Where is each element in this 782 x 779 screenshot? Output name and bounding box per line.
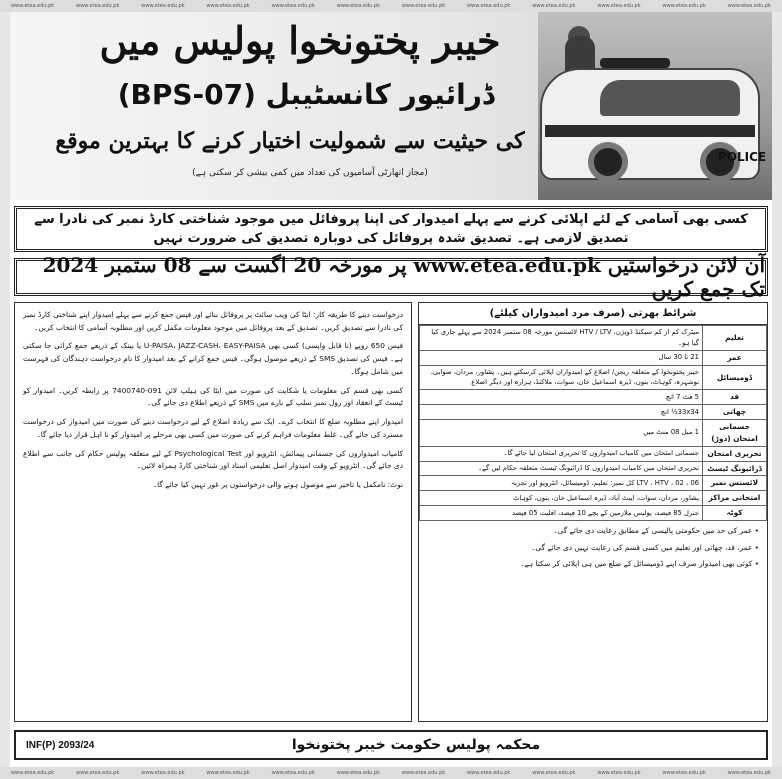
watermark-text: www.etea.edu.pk (10, 770, 55, 776)
condition-value: تحریری امتحان میں کامیاب امیدواروں کا ڈرائیونگ ٹیسٹ متعلقہ حکام لیں گے۔ (420, 461, 703, 476)
note-item: • عمر کی حد میں حکومتی پالیسی کے مطابق رعایت دی جائے گی۔ (553, 525, 759, 535)
department-name: محکمہ پولیس حکومت خیبر پختونخوا (291, 737, 541, 753)
watermark-strip-right (772, 12, 782, 767)
instruction-paragraph: درخواست دینے کا طریقہ کار: ایٹا کی ویب سائٹ پر پروفائل بنائے اور فیس جمع کرنے سے پہلے امیدوار اپنے شناختی کارڈ نمبر کی نادرا سے تصدیق کریں۔ تصدیق کے بعد پروفائل میں موجود معلومات مکمل کریں اور مطلوبہ آسامی کا انتخاب کریں۔ (23, 310, 403, 332)
watermark-text: www.etea.edu.pk (467, 770, 511, 776)
watermark-text: www.etea.edu.pk (727, 3, 771, 9)
instruction-paragraph: فیس 650 روپے (نا قابل واپسی) کسی بھی U-PAISA، JAZZ-CASH، EASY-PAISA یا بینک کے ذریعے جمع کرائی جا سکتی ہے۔ فیس کی تصدیق SMS کے ذریعے موصول ہوگی۔ فیس جمع کرانے کے بعد امیدوار کا نام درخواست دہندگان کی فہرست میں شامل ہوگا۔ (23, 341, 403, 376)
condition-value: 5 فٹ 7 انچ (420, 390, 703, 405)
condition-key: چھاتی (703, 405, 767, 420)
condition-key: عمر (703, 350, 767, 365)
condition-key: ڈرائیونگ ٹیسٹ (703, 461, 767, 476)
watermark-text: www.etea.edu.pk (532, 770, 576, 776)
condition-key: ڈومیسائل (703, 365, 767, 390)
watermark-text: www.etea.edu.pk (662, 770, 706, 776)
table-row (420, 476, 767, 491)
condition-value: 21 تا 30 سال (420, 350, 703, 365)
verification-notice-box (14, 206, 768, 252)
footer-box (14, 730, 768, 760)
car-window (600, 80, 740, 116)
watermark-text: www.etea.edu.pk (141, 3, 185, 9)
car-wheel-front (588, 142, 628, 182)
table-row (420, 461, 767, 476)
condition-value: خیبر پختونخوا کے متعلقہ ریجن/ اضلاع کے امیدواران اپلائی کرسکتے ہیں۔ پشاور، مردان، صوابی، نوشہرہ، کوہاٹ، بنوں، ڈیرہ اسماعیل خان، سوات، ملاکنڈ، ہزارہ اور دیگر اضلاع (420, 365, 703, 390)
watermark-text: www.etea.edu.pk (727, 770, 771, 776)
watermark-strip-bottom (0, 767, 782, 779)
car-stripe (545, 125, 755, 137)
car-police-label: POLICE (718, 150, 767, 164)
watermark-text: www.etea.edu.pk (76, 3, 120, 9)
condition-key: امتحانی مراکز (703, 491, 767, 506)
conditions-title: شرائط بھرتی (صرف مرد امیدواران کیلئے) (419, 303, 767, 325)
watermark-text: www.etea.edu.pk (76, 770, 120, 776)
instruction-paragraph: نوٹ: نامکمل یا تاخیر سے موصول ہونے والی درخواستوں پر غور نہیں کیا جائے گا۔ (152, 480, 403, 490)
watermark-strip-left (0, 12, 10, 767)
table-row (420, 446, 767, 461)
headline-post: ڈرائیور کانسٹیبل (BPS-07) (117, 78, 495, 111)
apply-online-text: آن لائن درخواستیں www.etea.edu.pk پر مورخہ 20 اگست سے 08 ستمبر 2024 تک جمع کریں (42, 253, 765, 301)
table-row (420, 326, 767, 351)
conditions-notes (419, 521, 767, 579)
headline-title: خیبر پختونخوا پولیس میں (99, 18, 501, 63)
table-row (420, 491, 767, 506)
watermark-text: www.etea.edu.pk (467, 3, 511, 9)
condition-key: تحریری امتحان (703, 446, 767, 461)
note-item: • کوئی بھی امیدوار صرف اپنے ڈومیسائل کے ضلع میں ہی اپلائی کر سکتا ہے۔ (520, 559, 759, 569)
note-item: • عمر، قد، چھاتی اور تعلیم میں کسی قسم کی رعایت نہیں دی جائے گی۔ (531, 542, 759, 552)
condition-key: کوٹہ (703, 506, 767, 521)
condition-key: قد (703, 390, 767, 405)
table-row (420, 405, 767, 420)
car-siren-light (600, 58, 670, 68)
condition-value: 33x34½ انچ (420, 405, 703, 420)
condition-value: پشاور، مردان، سوات، ایبٹ آباد، ڈیرہ اسماعیل خان، بنوں، کوہاٹ (420, 491, 703, 506)
verification-notice: کسی بھی آسامی کے لئے اپلائی کرنے سے پہلے امیدوار کی اپنا پروفائل میں موجود شناختی کارڈ نمبر کی نادرا سے تصدیق لازمی ہے۔ تصدیق شدہ پروفائل کی دوبارہ تصدیق کی ضرورت نہیں (34, 211, 748, 246)
table-row (420, 365, 767, 390)
watermark-text: www.etea.edu.pk (662, 3, 706, 9)
watermark-text: www.etea.edu.pk (10, 3, 55, 9)
condition-value: جسمانی امتحان میں کامیاب امیدواروں کا تحریری امتحان لیا جائے گا۔ (420, 446, 703, 461)
apply-online-box (14, 253, 768, 301)
condition-value: جنرل 85 فیصد، پولیس ملازمین کے بچے 10 فیصد، اقلیت 05 فیصد (420, 506, 703, 521)
watermark-text: www.etea.edu.pk (597, 3, 641, 9)
table-row (420, 390, 767, 405)
conditions-table (419, 325, 767, 521)
instructions-column (14, 302, 412, 722)
condition-key: تعلیم (703, 326, 767, 351)
table-row (420, 350, 767, 365)
condition-key: لائسنس نمبر (703, 476, 767, 491)
condition-key: جسمانی امتحان (دوڑ) (703, 420, 767, 447)
headline-opportunity: کی حیثیت سے شمولیت اختیار کرنے کا بہترین موقع (55, 128, 525, 154)
watermark-text: www.etea.edu.pk (597, 770, 641, 776)
condition-value: 1 میل 08 منٹ میں (420, 420, 703, 447)
watermark-text: www.etea.edu.pk (206, 770, 250, 776)
watermark-text: www.etea.edu.pk (401, 3, 446, 9)
watermark-text: www.etea.edu.pk (141, 770, 185, 776)
watermark-text: www.etea.edu.pk (401, 770, 446, 776)
watermark-text: www.etea.edu.pk (271, 3, 315, 9)
instruction-paragraph: کامیاب امیدواروں کی جسمانی پیمائش، انٹرویو اور Psychological Test کے لیے متعلقہ پولیس حکام کی جانب سے اطلاع دی جائے گی۔ انٹرویو کے وقت امیدوار اصل تعلیمی اسناد اور شناختی کارڈ ہمراہ لائیں۔ (23, 448, 403, 471)
watermark-text: www.etea.edu.pk (336, 770, 380, 776)
watermark-strip-top (0, 0, 782, 12)
watermark-text: www.etea.edu.pk (336, 3, 380, 9)
condition-value: LTV ، HTV ، 02 ، 06 کل نمبر: تعلیم، ڈومیسائل، انٹرویو اور تجربہ (420, 476, 703, 491)
table-row (420, 420, 767, 447)
reference-number: INF(P) 2093/24 (26, 739, 95, 751)
conditions-column (418, 302, 768, 722)
header-note: (مجاز اتھارٹی آسامیوں کی تعداد میں کمی بیشی کر سکتی ہے) (192, 168, 428, 178)
watermark-text: www.etea.edu.pk (532, 3, 576, 9)
table-row (420, 506, 767, 521)
watermark-text: www.etea.edu.pk (271, 770, 315, 776)
watermark-text: www.etea.edu.pk (206, 3, 250, 9)
condition-value: میٹرک کم از کم سیکنڈ ڈویژن، HTV / LTV لائسنس مورخہ 08 ستمبر 2024 سے پہلے جاری کیا گیا ہو۔ (420, 326, 703, 351)
instruction-paragraph: امیدوار اپنے مطلوبہ ضلع کا انتخاب کرے۔ ایک سے زیادہ اضلاع کے لیے درخواست دینے کی صورت میں امیدوار کی درخواست مسترد کی جائے گی۔ غلط معلومات فراہم کرنے کی صورت میں کسی بھی مرحلے پر امیدوار کو نا اہل قرار دیا جائے گا۔ (23, 417, 403, 439)
instruction-paragraph: کسی بھی قسم کی معلومات یا شکایت کی صورت میں ایٹا کی ہیلپ لائن 091-7400740 پر رابطہ کریں۔ امیدوار کو ٹیسٹ کے انعقاد اور رول نمبر سلپ کے بارے میں SMS کے ذریعے اطلاع دی جائے گی۔ (23, 385, 403, 408)
